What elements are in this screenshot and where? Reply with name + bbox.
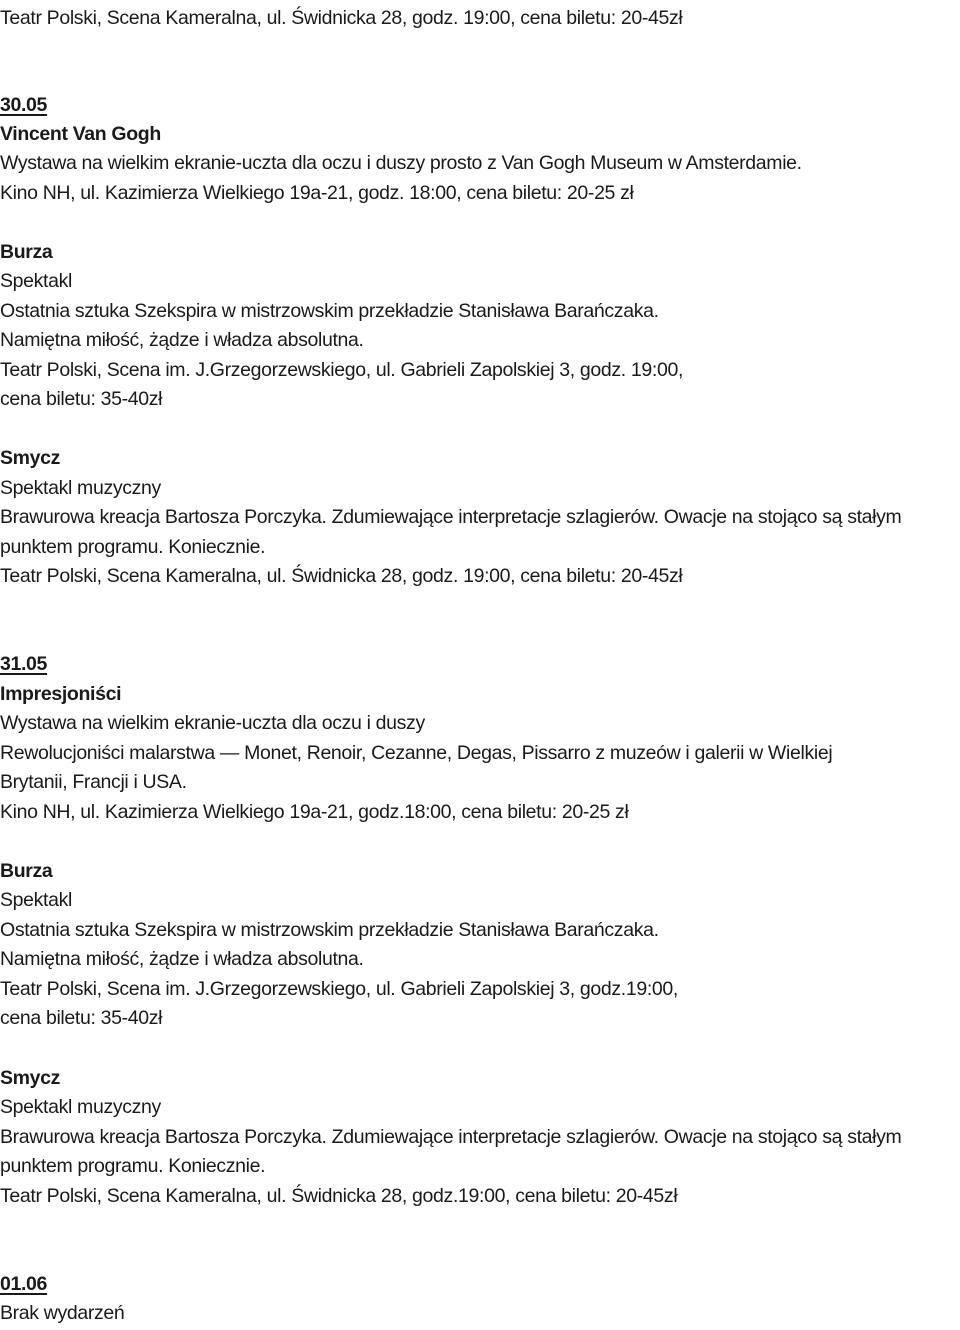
event-price: cena biletu: 35-40zł: [0, 388, 163, 410]
event-description: Brytanii, Francji i USA.: [0, 771, 187, 793]
event-venue: Kino NH, ul. Kazimierza Wielkiego 19a-21, godz.18:00, cena biletu: 20-25 zł: [0, 801, 629, 823]
event-title: Impresjoniści: [0, 683, 122, 705]
event-venue: Teatr Polski, Scena Kameralna, ul. Świdnicka 28, godz. 19:00, cena biletu: 20-45zł: [0, 565, 683, 587]
event-venue: Teatr Polski, Scena Kameralna, ul. Świdnicka 28, godz. 19:00, cena biletu: 20-45zł: [0, 7, 683, 29]
event-price: cena biletu: 35-40zł: [0, 1007, 163, 1029]
event-type: Spektakl muzyczny: [0, 1096, 161, 1118]
day-date: 01.06: [0, 1273, 48, 1295]
day-date: 30.05: [0, 94, 48, 116]
event-description: Namiętna miłość, żądze i władza absolutna.: [0, 329, 364, 351]
event-venue: Teatr Polski, Scena im. J.Grzegorzewskiego, ul. Gabrieli Zapolskiej 3, godz. 19:00,: [0, 359, 684, 381]
event-title: Smycz: [0, 1067, 61, 1089]
event-type: Spektakl: [0, 889, 72, 911]
event-venue: Teatr Polski, Scena im. J.Grzegorzewskiego, ul. Gabrieli Zapolskiej 3, godz.19:00,: [0, 978, 678, 1000]
event-title: Burza: [0, 241, 53, 263]
event-title: Vincent Van Gogh: [0, 123, 161, 145]
event-description: punktem programu. Koniecznie.: [0, 1155, 266, 1177]
event-description: Brawurowa kreacja Bartosza Porczyka. Zdumiewające interpretacje szlagierów. Owacje na stojąco są stałym: [0, 506, 902, 528]
event-type: Spektakl: [0, 270, 72, 292]
event-description: Wystawa na wielkim ekranie-uczta dla oczu i duszy prosto z Van Gogh Museum w Amsterdamie.: [0, 152, 802, 174]
event-description: Namiętna miłość, żądze i władza absolutna.: [0, 948, 364, 970]
event-title: Smycz: [0, 447, 61, 469]
no-events-note: Brak wydarzeń: [0, 1302, 125, 1324]
event-description: Ostatnia sztuka Szekspira w mistrzowskim przekładzie Stanisława Barańczaka.: [0, 919, 659, 941]
event-title: Burza: [0, 860, 53, 882]
event-venue: Teatr Polski, Scena Kameralna, ul. Świdnicka 28, godz.19:00, cena biletu: 20-45zł: [0, 1185, 678, 1207]
event-venue: Kino NH, ul. Kazimierza Wielkiego 19a-21, godz. 18:00, cena biletu: 20-25 zł: [0, 182, 634, 204]
event-type: Spektakl muzyczny: [0, 477, 161, 499]
event-description: Rewolucjoniści malarstwa — Monet, Renoir, Cezanne, Degas, Pissarro z muzeów i galerii w Wielkiej: [0, 742, 833, 764]
event-description: Ostatnia sztuka Szekspira w mistrzowskim przekładzie Stanisława Barańczaka.: [0, 300, 659, 322]
day-date: 31.05: [0, 653, 48, 675]
event-description: Brawurowa kreacja Bartosza Porczyka. Zdumiewające interpretacje szlagierów. Owacje na stojąco są stałym: [0, 1126, 902, 1148]
event-description: punktem programu. Koniecznie.: [0, 536, 266, 558]
event-description: Wystawa na wielkim ekranie-uczta dla oczu i duszy: [0, 712, 425, 734]
